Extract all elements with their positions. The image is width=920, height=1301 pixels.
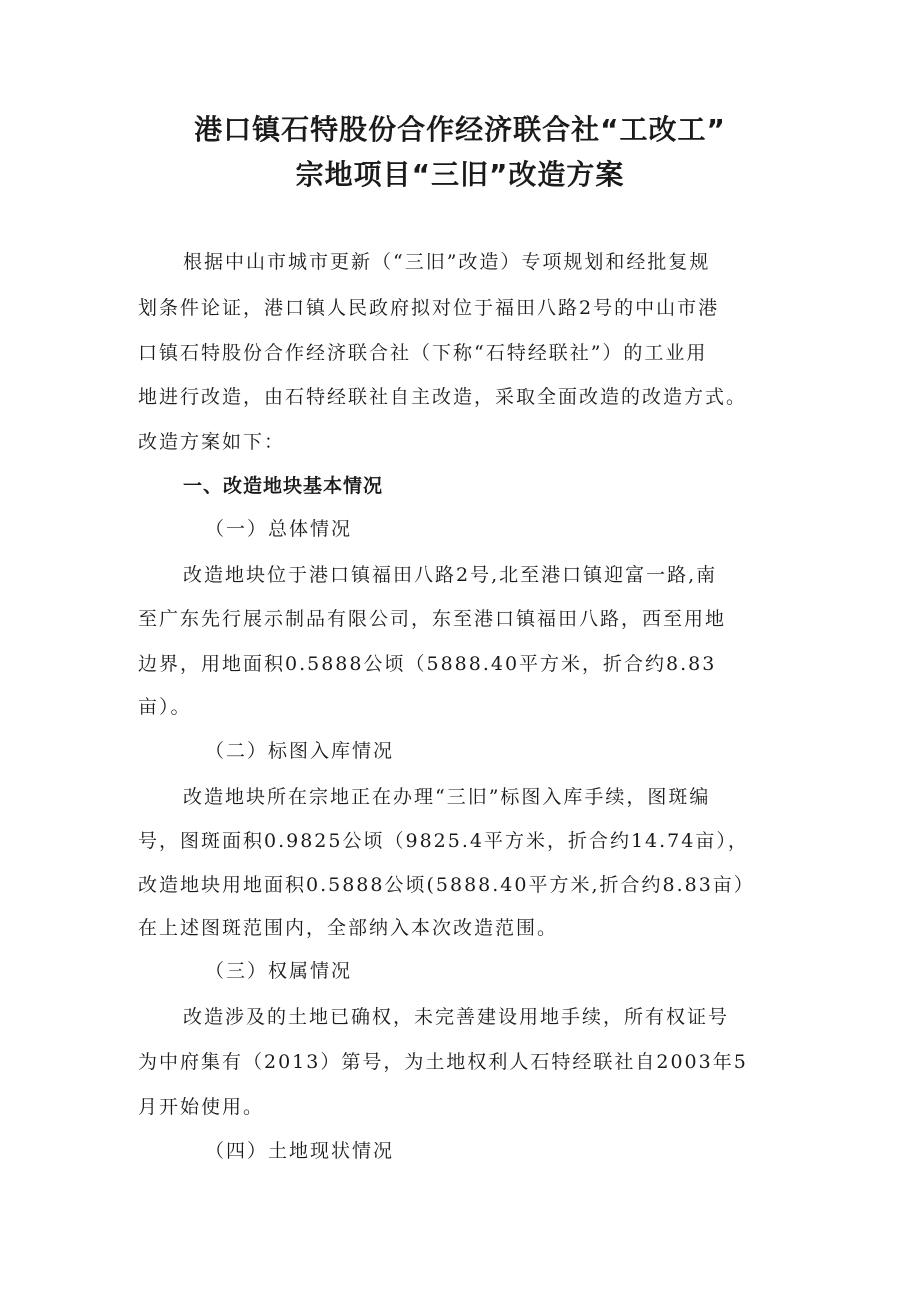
subsection-2-line-4: 在上述图斑范围内，全部纳入本次改造范围。: [138, 917, 559, 939]
subsection-2-line-1: 改造地块所在宗地正在办理“三旧”标图入库手续，图斑编: [183, 786, 711, 808]
subsection-1-heading: （一）总体情况: [205, 518, 353, 540]
subsection-4-heading: （四）土地现状情况: [205, 1140, 395, 1162]
subsection-1-line-2: 至广东先行展示制品有限公司，东至港口镇福田八路，西至用地: [138, 608, 727, 630]
intro-line-3: 口镇石特股份合作经济联合社（下称“石特经联社”）的工业用: [138, 342, 708, 364]
document-title-line-1: 港口镇石特股份合作经济联合社“工改工”: [194, 113, 726, 146]
intro-line-2: 划条件论证，港口镇人民政府拟对位于福田八路2号的中山市港: [138, 297, 720, 319]
intro-line-4: 地进行改造，由石特经联社自主改造，采取全面改造的改造方式。: [138, 386, 748, 408]
subsection-2-line-3: 改造地块用地面积0.5888公顷(5888.40平方米,折合约8.83亩）: [138, 874, 755, 896]
intro-line-5: 改造方案如下：: [138, 431, 286, 453]
subsection-3-line-1: 改造涉及的土地已确权，未完善建设用地手续，所有权证号: [183, 1006, 730, 1028]
subsection-1-line-3: 边界，用地面积0.5888公顷（5888.40平方米，折合约8.83: [138, 653, 717, 675]
section-1-heading: 一、改造地块基本情况: [183, 475, 384, 497]
intro-line-1: 根据中山市城市更新（“三旧”改造）专项规划和经批复规: [183, 251, 711, 273]
subsection-2-heading: （二）标图入库情况: [205, 740, 395, 762]
document-title-line-2: 宗地项目“三旧”改造方案: [295, 158, 625, 191]
subsection-3-heading: （三）权属情况: [205, 960, 353, 982]
subsection-3-line-3: 月开始使用。: [138, 1096, 265, 1118]
subsection-2-line-2: 号，图斑面积0.9825公顷（9825.4平方米，折合约14.74亩），: [138, 830, 749, 852]
subsection-1-line-1: 改造地块位于港口镇福田八路2号,北至港口镇迎富一路,南: [183, 564, 718, 586]
subsection-1-line-4: 亩）。: [138, 696, 192, 718]
subsection-3-line-2: 为中府集有（2013）第号，为土地权利人石特经联社自2003年5: [138, 1051, 748, 1073]
